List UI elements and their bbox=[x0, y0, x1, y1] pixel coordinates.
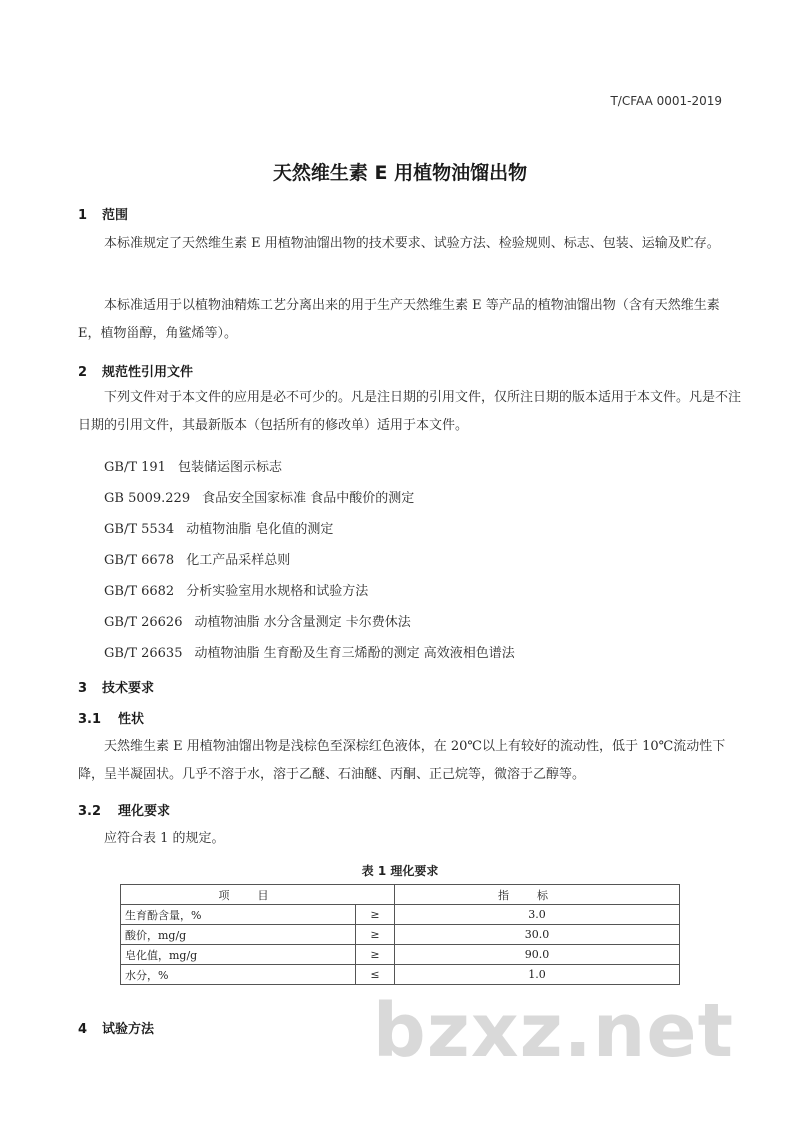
section-title: 规范性引用文件 bbox=[102, 365, 194, 380]
section-title: 试验方法 bbox=[102, 1022, 155, 1037]
column-header-value: 指标 bbox=[395, 885, 680, 905]
cell-item: 皂化值，mg/g bbox=[121, 945, 356, 965]
cell-item: 生育酚含量，% bbox=[121, 905, 356, 925]
document-number: T/CFAA 0001-2019 bbox=[610, 94, 722, 108]
watermark: bzxz.net bbox=[372, 988, 734, 1074]
reference-item bbox=[104, 611, 411, 630]
paragraph-scope-1: 本标准规定了天然维生素 E 用植物油馏出物的技术要求、试验方法、检验规则、标志、包装、运输及贮存。 bbox=[104, 236, 720, 251]
paragraph-table-reference: 应符合表 1 的规定。 bbox=[104, 831, 225, 846]
reference-item bbox=[104, 642, 515, 661]
cell-symbol: ≥ bbox=[356, 925, 395, 945]
paragraph-scope-2: 本标准适用于以植物油精炼工艺分离出来的用于生产天然维生素 E 等产品的植物油馏出物（含有天然维生素 E，植物甾醇，角鲨烯等）。 bbox=[78, 298, 720, 341]
reference-name: 食品安全国家标准 食品中酸价的测定 bbox=[202, 491, 415, 506]
reference-item bbox=[104, 549, 290, 568]
section-number: 4 bbox=[78, 1022, 88, 1037]
cell-value: 30.0 bbox=[395, 925, 680, 945]
reference-item bbox=[104, 487, 414, 506]
section-2-heading bbox=[78, 361, 193, 380]
reference-name: 动植物油脂 水分含量测定 卡尔费休法 bbox=[194, 615, 411, 630]
reference-item bbox=[104, 518, 333, 537]
reference-code: GB/T 5534 bbox=[104, 522, 175, 537]
cell-symbol: ≥ bbox=[356, 905, 395, 925]
table-caption: 表 1 理化要求 bbox=[361, 864, 439, 878]
section-title: 理化要求 bbox=[118, 804, 171, 819]
reference-item bbox=[104, 456, 282, 475]
section-1-heading bbox=[78, 204, 128, 223]
reference-code: GB/T 6682 bbox=[104, 584, 175, 599]
section-3-heading bbox=[78, 677, 154, 696]
section-title: 技术要求 bbox=[102, 681, 155, 696]
section-number: 3 bbox=[78, 681, 88, 696]
cell-symbol: ≤ bbox=[356, 965, 395, 985]
section-4-heading bbox=[78, 1018, 154, 1037]
reference-code: GB/T 6678 bbox=[104, 553, 175, 568]
section-title: 性状 bbox=[118, 712, 145, 727]
table-row bbox=[121, 925, 680, 945]
cell-value: 1.0 bbox=[395, 965, 680, 985]
document-title: 天然维生素 E 用植物油馏出物 bbox=[272, 162, 528, 184]
table-row bbox=[121, 905, 680, 925]
cell-symbol: ≥ bbox=[356, 945, 395, 965]
table-row bbox=[121, 965, 680, 985]
cell-item: 水分，% bbox=[121, 965, 356, 985]
section-title: 范围 bbox=[102, 208, 129, 223]
cell-value: 90.0 bbox=[395, 945, 680, 965]
table-row bbox=[121, 945, 680, 965]
section-number: 3.2 bbox=[78, 804, 102, 819]
section-number: 3.1 bbox=[78, 712, 102, 727]
reference-code: GB/T 191 bbox=[104, 460, 166, 475]
reference-name: 动植物油脂 皂化值的测定 bbox=[186, 522, 334, 537]
reference-code: GB/T 26635 bbox=[104, 646, 183, 661]
reference-item bbox=[104, 580, 368, 599]
cell-item: 酸价，mg/g bbox=[121, 925, 356, 945]
cell-value: 3.0 bbox=[395, 905, 680, 925]
reference-name: 分析实验室用水规格和试验方法 bbox=[186, 584, 369, 599]
paragraph-properties: 天然维生素 E 用植物油馏出物是浅棕色至深棕红色液体，在 20℃以上有较好的流动性，低于 10℃流动性下降，呈半凝固状。几乎不溶于水，溶于乙醚、石油醚、丙酮、正己烷等，微溶于乙醇等。 bbox=[78, 739, 726, 782]
column-header-item: 项目 bbox=[121, 885, 395, 905]
reference-code: GB 5009.229 bbox=[104, 491, 191, 506]
paragraph-references-intro: 下列文件对于本文件的应用是必不可少的。凡是注日期的引用文件，仅所注日期的版本适用于本文件。凡是不注日期的引用文件，其最新版本（包括所有的修改单）适用于本文件。 bbox=[78, 390, 742, 433]
reference-name: 化工产品采样总则 bbox=[186, 553, 291, 568]
section-3-1-heading bbox=[78, 708, 144, 727]
table-header-row bbox=[121, 885, 680, 905]
requirements-table bbox=[120, 884, 680, 985]
section-number: 1 bbox=[78, 208, 88, 223]
reference-code: GB/T 26626 bbox=[104, 615, 183, 630]
reference-name: 包装储运图示标志 bbox=[177, 460, 282, 475]
section-number: 2 bbox=[78, 365, 88, 380]
reference-name: 动植物油脂 生育酚及生育三烯酚的测定 高效液相色谱法 bbox=[194, 646, 515, 661]
section-3-2-heading bbox=[78, 800, 170, 819]
